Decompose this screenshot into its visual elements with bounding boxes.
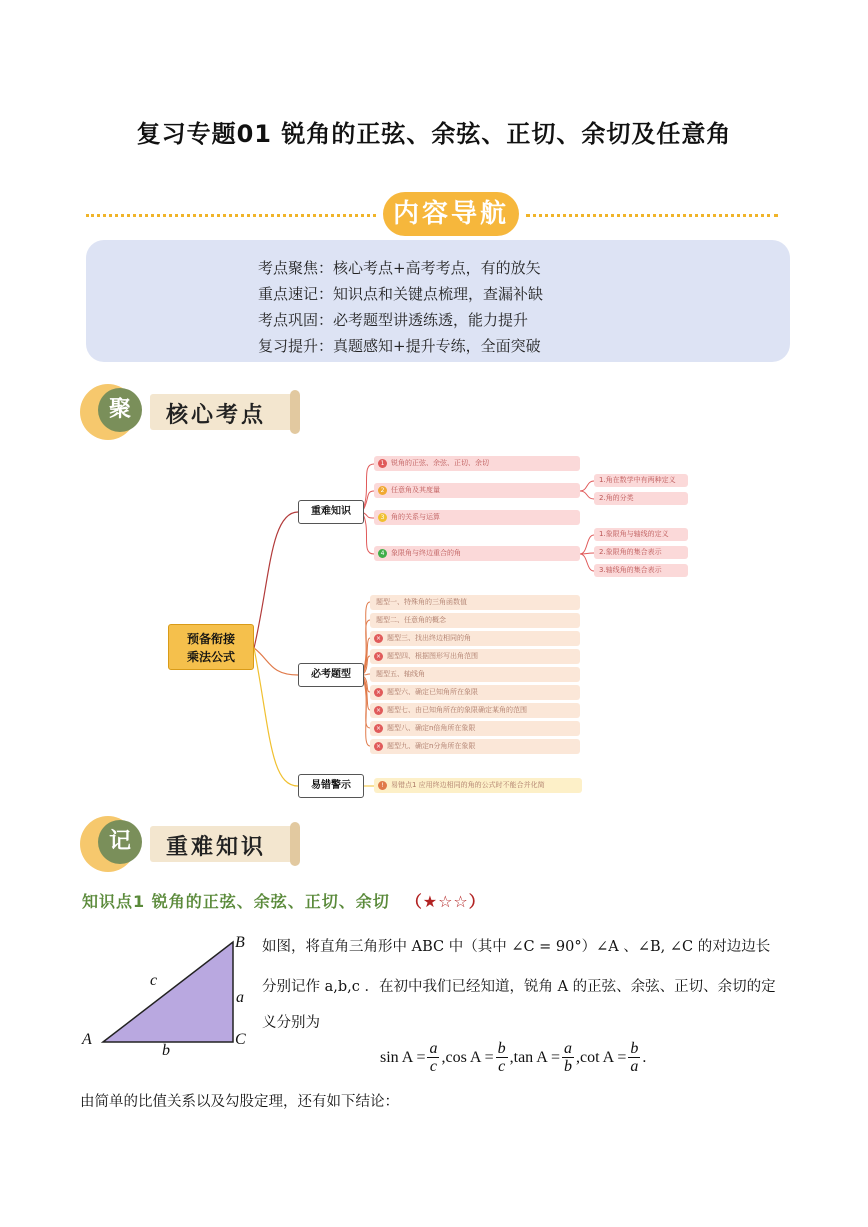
fraction: $\frac{b}{c}$: [497, 1040, 506, 1075]
mindmap-branch-key-knowledge: 重难知识: [298, 500, 364, 524]
close-icon: ×: [375, 635, 382, 642]
section-header-core: [80, 382, 310, 442]
leaf-number-icon: 4: [378, 549, 387, 558]
mindmap-leaf: × 题型六、确定已知角所在象限: [370, 685, 580, 700]
mindmap-leaf: 4 象限角与终边重合的角: [374, 546, 580, 561]
mindmap-leaf: 题型五、轴线角: [370, 667, 580, 682]
vertex-label-b: B: [235, 934, 245, 951]
mindmap-branch-pitfalls: 易错警示: [298, 774, 364, 798]
mindmap-leaf: 1 锐角的正弦、余弦、正切、余切: [374, 456, 580, 471]
mindmap-subleaf: 2.角的分类: [594, 492, 688, 505]
close-icon: ×: [375, 743, 382, 750]
close-icon: ×: [375, 725, 382, 732]
nav-row: 考点聚焦：核心考点+高考考点，有的放矢: [258, 259, 541, 277]
vertex-label-a: A: [82, 1031, 92, 1048]
trig-definitions-formula: sin A = $\frac{a}{c}$ ,cos A = $\frac{b}{c}$ ,tan A = $\frac{a}{b}$ ,cot A = $\frac{b}{a}$ .: [380, 1040, 647, 1075]
paragraph-line: 分别记作 a,b,c ．在初中我们已经知道，锐角 A 的正弦、余弦、正切、余切的定: [262, 979, 776, 995]
mindmap-leaf: × 题型七、由已知角所在的象限确定某角的范围: [370, 703, 580, 718]
mindmap-leaf: × 题型九、确定n分角所在象限: [370, 739, 580, 754]
side-label-c: c: [150, 972, 158, 989]
section-label: 重难知识: [166, 835, 267, 860]
section-label: 核心考点: [166, 403, 267, 428]
mindmap-leaf: 题型二、任意角的概念: [370, 613, 580, 628]
warning-icon: !: [378, 781, 387, 790]
close-icon: ×: [375, 689, 382, 696]
mindmap-leaf: 题型一、特殊角的三角函数值: [370, 595, 580, 610]
mindmap-subleaf: 3.轴线角的集合表示: [594, 564, 688, 577]
vertex-label-c: C: [235, 1031, 246, 1048]
fraction: $\frac{a}{b}$: [563, 1040, 572, 1075]
nav-row: 考点巩固：必考题型讲透练透，能力提升: [258, 311, 529, 329]
section-scroll-end: [290, 390, 300, 434]
knowledge-point-title: 知识点1 锐角的正弦、余弦、正切、余切 （★☆☆）: [82, 892, 486, 911]
mindmap-root-line2: 乘法公式: [186, 650, 235, 664]
paragraph-line: 义分别为: [262, 1015, 320, 1031]
mindmap-leaf: ! 易错点1 应用终边相同的角的公式时不能合并化简: [374, 778, 582, 793]
paragraph-line: 如图，将直角三角形中 ABC 中（其中 ∠C = 90°）∠A 、∠B, ∠C 的对边边长: [262, 939, 771, 955]
mindmap-subleaf: 1.角在数学中有两种定义: [594, 474, 688, 487]
close-icon: ×: [375, 707, 382, 714]
leaf-number-icon: 3: [378, 513, 387, 522]
right-triangle-figure: [78, 930, 258, 1060]
nav-summary-box: [86, 240, 790, 362]
difficulty-stars: （★☆☆）: [405, 892, 486, 911]
nav-row: 重点速记：知识点和关键点梳理，查漏补缺: [258, 285, 544, 303]
section-icon: 记: [98, 820, 142, 864]
paragraph-line: 由简单的比值关系以及勾股定理，还有如下结论：: [80, 1094, 399, 1110]
mindmap-leaf: × 题型四、根据图形写出角范围: [370, 649, 580, 664]
side-label-a: a: [236, 989, 244, 1006]
nav-divider-right: [526, 214, 778, 217]
mindmap-subleaf: 2.象限角的集合表示: [594, 546, 688, 559]
mindmap-leaf: 2 任意角及其度量: [374, 483, 580, 498]
mindmap-leaf: × 题型三、找出终边相同的角: [370, 631, 580, 646]
mindmap-branch-must-test: 必考题型: [298, 663, 364, 687]
page-title: 复习专题01 锐角的正弦、余弦、正切、余切及任意角: [136, 120, 732, 148]
side-label-b: b: [162, 1042, 170, 1059]
nav-row: 复习提升：真题感知+提升专练，全面突破: [258, 337, 541, 355]
nav-divider-left: [86, 214, 376, 217]
mindmap-leaf: 3 角的关系与运算: [374, 510, 580, 525]
close-icon: ×: [375, 653, 382, 660]
section-icon: 聚: [98, 388, 142, 432]
section-header-key-knowledge: [80, 814, 310, 874]
fraction: $\frac{b}{a}$: [630, 1040, 639, 1075]
nav-badge: 内容导航: [383, 192, 519, 236]
leaf-number-icon: 1: [378, 459, 387, 468]
fraction: $\frac{a}{c}$: [429, 1040, 438, 1075]
mindmap-root: [168, 624, 254, 670]
mindmap-root-line1: 预备衔接: [186, 632, 235, 646]
leaf-number-icon: 2: [378, 486, 387, 495]
mindmap-subleaf: 1.象限角与轴线的定义: [594, 528, 688, 541]
section-scroll-end: [290, 822, 300, 866]
mindmap-leaf: × 题型八、确定n倍角所在象限: [370, 721, 580, 736]
